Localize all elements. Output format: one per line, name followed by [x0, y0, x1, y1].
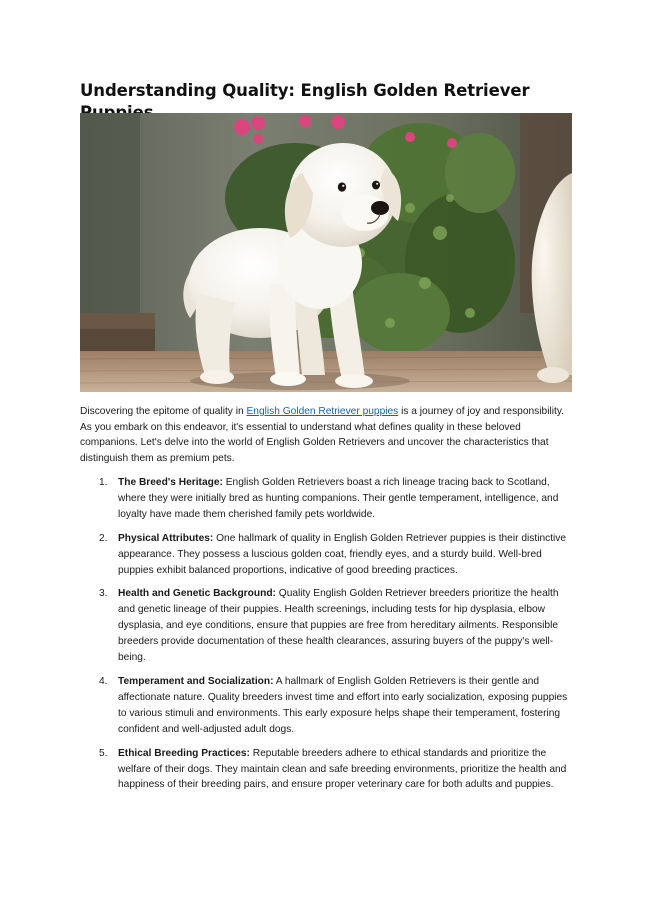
list-item-text: One hallmark of quality in English Golden Retriever puppies is their distinctive appearance. They possess a luscious golden coat, friendly eyes, and a sturdy build. Well-bred puppies exhibit balanced proportions, indicative of good breeding practices. — [118, 532, 567, 576]
list-item — [80, 531, 572, 579]
list-item — [80, 475, 572, 523]
hero-image — [80, 113, 572, 392]
list-item — [80, 586, 572, 666]
list-item-number: 1. — [99, 477, 108, 488]
quality-list — [80, 475, 572, 801]
page-title: Understanding Quality: English Golden Retriever — [80, 81, 530, 100]
list-item-heading: Ethical Breeding Practices: — [118, 747, 250, 759]
list-item-number: 3. — [99, 588, 108, 600]
list-item-heading: Physical Attributes: — [118, 532, 214, 544]
intro-text-start: Discovering the epitome of quality in — [80, 406, 247, 417]
list-item-heading: Health and Genetic Background: — [118, 588, 276, 600]
list-item — [80, 674, 572, 738]
list-item-heading: The Breed's Heritage: — [118, 477, 223, 488]
intro-paragraph — [80, 404, 572, 467]
list-item-number: 5. — [99, 747, 108, 759]
list-item — [80, 746, 572, 794]
list-item-text: A hallmark of English Golden Retrievers is their gentle and affectionate nature. Quality breeders invest time and effort into early socialization, exposing puppies to various stimuli and environments. This early exposure helps shape their temperament, fostering confident and well-adjusted adult dogs. — [118, 675, 568, 735]
list-item-number: 4. — [99, 675, 108, 687]
puppies-link[interactable]: English Golden Retriever puppies — [246, 406, 399, 417]
list-item-number: 2. — [99, 532, 108, 544]
list-item-text: Quality English Golden Retriever breeders prioritize the health and genetic lineage of their puppies. Health screenings, including tests for hip dysplasia, elbow dysplasia, and eye conditions, ensure that puppies are free from hereditary ailments. Responsible breeders provide documentation of these health clearances, assuring buyers of the puppy's well-being. — [118, 588, 559, 664]
list-item-text: English Golden Retrievers boast a rich lineage tracing back to Scotland, where they were initially bred as hunting companions. Their gentle temperament, intelligence, and loyalty have made them cherished family pets worldwide. — [118, 477, 559, 520]
intro-text-end: is a journey of joy and responsibility. As you embark on this endeavor, it's essential to understand what defines quality in these beloved companions. Let's delve into the world of English Golden Retrievers and uncover the characteristics that distinguish them as premium pets. — [80, 406, 564, 465]
puppy-photo — [80, 113, 572, 392]
list-item-heading: Temperament and Socialization: — [118, 675, 274, 687]
list-item-text: Reputable breeders adhere to ethical standards and prioritize the welfare of their dogs. They maintain clean and safe breeding environments, prioritize the health and happiness of their breeding pairs, and ensure proper veterinary care for both adults and puppies. — [118, 747, 567, 791]
